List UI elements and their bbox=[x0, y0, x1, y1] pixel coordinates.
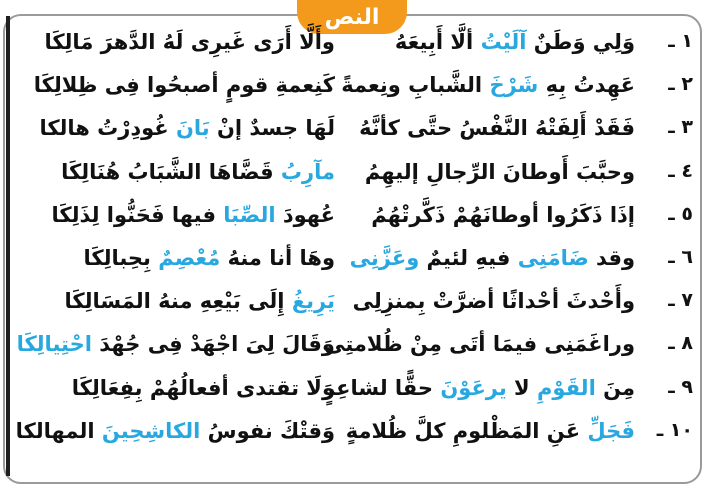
highlighted-word: آلَيْتُ bbox=[480, 30, 527, 54]
verse-first-hemistich bbox=[341, 73, 635, 98]
verse-text: إذَا ذَكَرُوا أوطانَهُمْ ذَكَّرتْهُمُ bbox=[371, 202, 635, 227]
verse-number: ١ ـ bbox=[668, 30, 693, 52]
verse-row bbox=[0, 156, 707, 196]
verse-text: وَقتْكَ نفوسُ bbox=[200, 418, 335, 443]
verse-first-hemistich bbox=[345, 246, 635, 270]
verse-number: ٦ ـ bbox=[668, 246, 693, 268]
verse-text: فيها فَحَنُّوا لِذَلِكَا bbox=[51, 202, 224, 227]
verse-text: إِلَى بَيْعِهِ منهُ المَسَالِكَا bbox=[64, 289, 292, 314]
verse-row bbox=[0, 242, 707, 282]
verse-row bbox=[0, 112, 707, 152]
verse-text: قَضَّاهَا الشَّبَابُ هُنَالِكَا bbox=[61, 159, 281, 184]
verse-number: ١٠ ـ bbox=[656, 418, 693, 441]
verse-second-hemistich bbox=[17, 332, 335, 356]
verse-second-hemistich bbox=[17, 419, 335, 443]
verse-text: ألَّا أَبِيعَهُ bbox=[394, 30, 481, 54]
verse-second-hemistich bbox=[17, 289, 335, 313]
verse-row bbox=[0, 199, 707, 239]
highlighted-word: مُعْصِمٌ bbox=[158, 246, 221, 270]
verse-row bbox=[0, 285, 707, 325]
verse-number: ٣ ـ bbox=[668, 116, 693, 139]
verse-text: وحبَّبَ أَوطانَ الرِّجالِ إليهِمُ bbox=[364, 159, 635, 184]
verse-text: فيهِ لئيمٌ bbox=[419, 246, 518, 270]
verse-first-hemistich bbox=[345, 203, 635, 227]
verse-first-hemistich bbox=[345, 116, 635, 140]
verse-text: وقد bbox=[588, 246, 635, 270]
verse-text: وهَا أنا منهُ bbox=[220, 246, 335, 270]
highlighted-word: بَانَ bbox=[175, 116, 210, 141]
verse-number: ٥ ـ bbox=[668, 202, 693, 225]
verse-first-hemistich bbox=[323, 375, 635, 400]
verse-row bbox=[0, 415, 707, 455]
highlighted-word: وعَزَّنِى bbox=[349, 246, 420, 270]
section-title: النص bbox=[297, 0, 407, 34]
verse-second-hemistich bbox=[17, 376, 335, 400]
verse-number: ٢ ـ bbox=[668, 73, 693, 96]
verse-text: وَلِي وَطَنٌ bbox=[526, 30, 635, 54]
highlighted-word: احْتِيالِكَا bbox=[16, 332, 92, 357]
verse-text: وأَحْدثَ أحْداثًا أضرَّتْ بِمنزِلِى bbox=[352, 289, 635, 314]
verse-text: وَلَا تقتدى أفعالُهُمْ بِفِعَالِكَا bbox=[71, 375, 335, 400]
verse-text: بِحِبالِكَا bbox=[83, 246, 159, 270]
verse-text: غُودِرْتُ هالكا bbox=[39, 116, 176, 141]
highlighted-word: يَرِيغُ bbox=[291, 289, 335, 314]
highlighted-word: شَرْخَ bbox=[489, 73, 539, 98]
verse-text: حقًّا لشاعِرٍ bbox=[323, 375, 441, 400]
verse-second-hemistich bbox=[17, 116, 335, 140]
verse-second-hemistich bbox=[17, 246, 335, 270]
highlighted-word: فَجَلِّ bbox=[587, 418, 635, 443]
verse-row bbox=[0, 328, 707, 368]
verse-first-hemistich bbox=[345, 30, 635, 54]
verse-text: عَنِ المَظْلومِ كلَّ ظُلامةٍ bbox=[345, 418, 588, 443]
verse-text: لَهَا جسدٌ إنْ bbox=[209, 116, 335, 141]
highlighted-word: القَوْمِ bbox=[537, 375, 596, 400]
verse-number: ٨ ـ bbox=[668, 332, 693, 355]
highlighted-word: يرعَوْنَ bbox=[440, 375, 507, 400]
verse-first-hemistich bbox=[345, 289, 635, 313]
verse-text: لا bbox=[506, 375, 538, 400]
verse-second-hemistich bbox=[17, 160, 335, 184]
verse-second-hemistich bbox=[17, 203, 335, 227]
verse-text: الشَّبابِ ونِعمةً bbox=[341, 73, 490, 98]
verse-text: المهالكا bbox=[15, 418, 102, 443]
verse-text: وأَلَّا أَرَى غَيرِى لَهُ الدَّهرَ مَالِكَا bbox=[44, 30, 335, 54]
verse-text: وراغَمَنِى فيمَا أتَى مِنْ ظُلامتِى bbox=[324, 332, 635, 357]
verse-row bbox=[0, 372, 707, 412]
verse-text: وَقَالَ لِىَ اجْهَدْ فِى جُهْدَ bbox=[91, 332, 335, 357]
verse-first-hemistich bbox=[324, 332, 635, 357]
highlighted-word: ضَامَنِى bbox=[517, 246, 589, 270]
verse-number: ٩ ـ bbox=[668, 375, 693, 398]
verse-text: كَنِعمةِ قومٍ أصبحُوا فِى ظِلالِكَا bbox=[33, 73, 335, 98]
verse-first-hemistich bbox=[345, 419, 635, 443]
verse-text: فَقَدْ أَلِفَتْهُ النَّفْسُ حتَّى كأنَّهُ bbox=[359, 116, 635, 141]
verse-number: ٤ ـ bbox=[668, 159, 693, 182]
highlighted-word: الصِّبَا bbox=[223, 202, 276, 227]
verse-text: عَهِدتُ بِهِ bbox=[538, 73, 635, 98]
verse-number: ٧ ـ bbox=[668, 289, 693, 312]
verse-second-hemistich bbox=[17, 73, 335, 97]
verse-first-hemistich bbox=[345, 160, 635, 184]
verse-row bbox=[0, 69, 707, 109]
highlighted-word: مآرِبُ bbox=[280, 159, 335, 184]
verse-text: عُهودَ bbox=[275, 202, 335, 227]
highlighted-word: الكاشِحِينَ bbox=[101, 418, 201, 443]
verse-row bbox=[0, 26, 707, 66]
verse-text: مِنَ bbox=[595, 375, 635, 400]
verse-second-hemistich bbox=[17, 30, 335, 54]
